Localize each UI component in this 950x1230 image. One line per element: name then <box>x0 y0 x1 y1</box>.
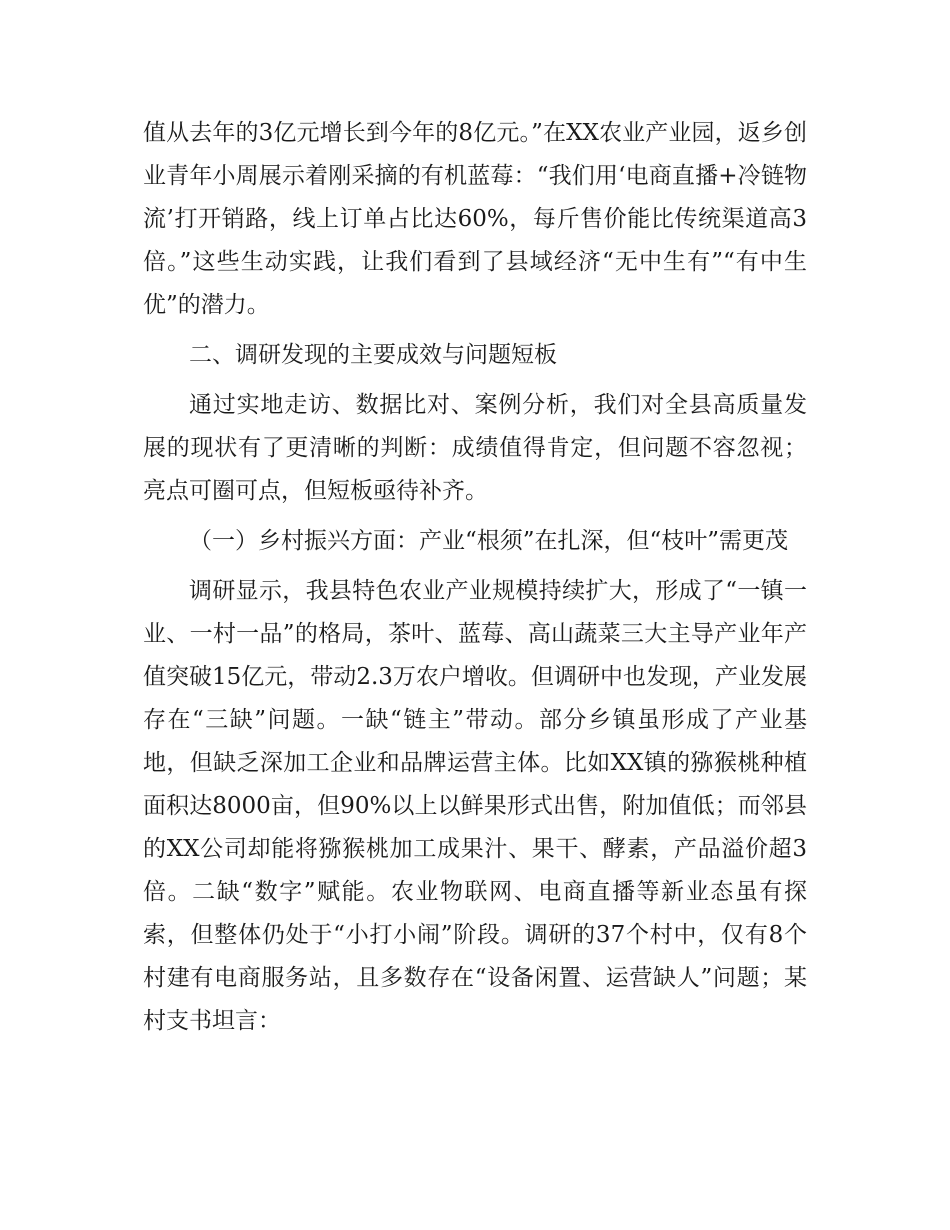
section-heading: 二、调研发现的主要成效与问题短板 <box>189 342 557 368</box>
paragraph-findings-intro: 通过实地走访、数据比对、案例分析，我们对全县高质量发展的现状有了更清晰的判断：成绩值得肯定，但问题不容忽视；亮点可圈可点，但短板亟待补齐。 <box>143 392 807 504</box>
document-body <box>143 112 807 1043</box>
paragraph-continuation: 值从去年的3亿元增长到今年的8亿元。”在XX农业产业园，返乡创业青年小周展示着刚采摘的有机蓝莓：“我们用‘电商直播+冷链物流’打开销路，线上订单占比达60%，每斤售价能比传统渠道高3倍。”这些生动实践，让我们看到了县域经济“无中生有”“有中生优”的潜力。 <box>143 120 807 318</box>
paragraph-rural-revitalization: 调研显示，我县特色农业产业规模持续扩大，形成了“一镇一业、一村一品”的格局，茶叶、蓝莓、高山蔬菜三大主导产业年产值突破15亿元，带动2.3万农户增收。但调研中也发现，产业发展存在“三缺”问题。一缺“链主”带动。部分乡镇虽形成了产业基地，但缺乏深加工企业和品牌运营主体。比如XX镇的猕猴桃种植面积达8000亩，但90%以上以鲜果形式出售，附加值低；而邻县的XX公司却能将猕猴桃加工成果汁、果干、酵素，产品溢价超3倍。二缺“数字”赋能。农业物联网、电商直播等新业态虽有探索，但整体仍处于“小打小闹”阶段。调研的37个村中，仅有8个村建有电商服务站，且多数存在“设备闲置、运营缺人”问题；某村支书坦言： <box>143 578 807 1034</box>
subsection-heading: （一）乡村振兴方面：产业“根须”在扎深，但“枝叶”需更茂 <box>189 528 789 554</box>
